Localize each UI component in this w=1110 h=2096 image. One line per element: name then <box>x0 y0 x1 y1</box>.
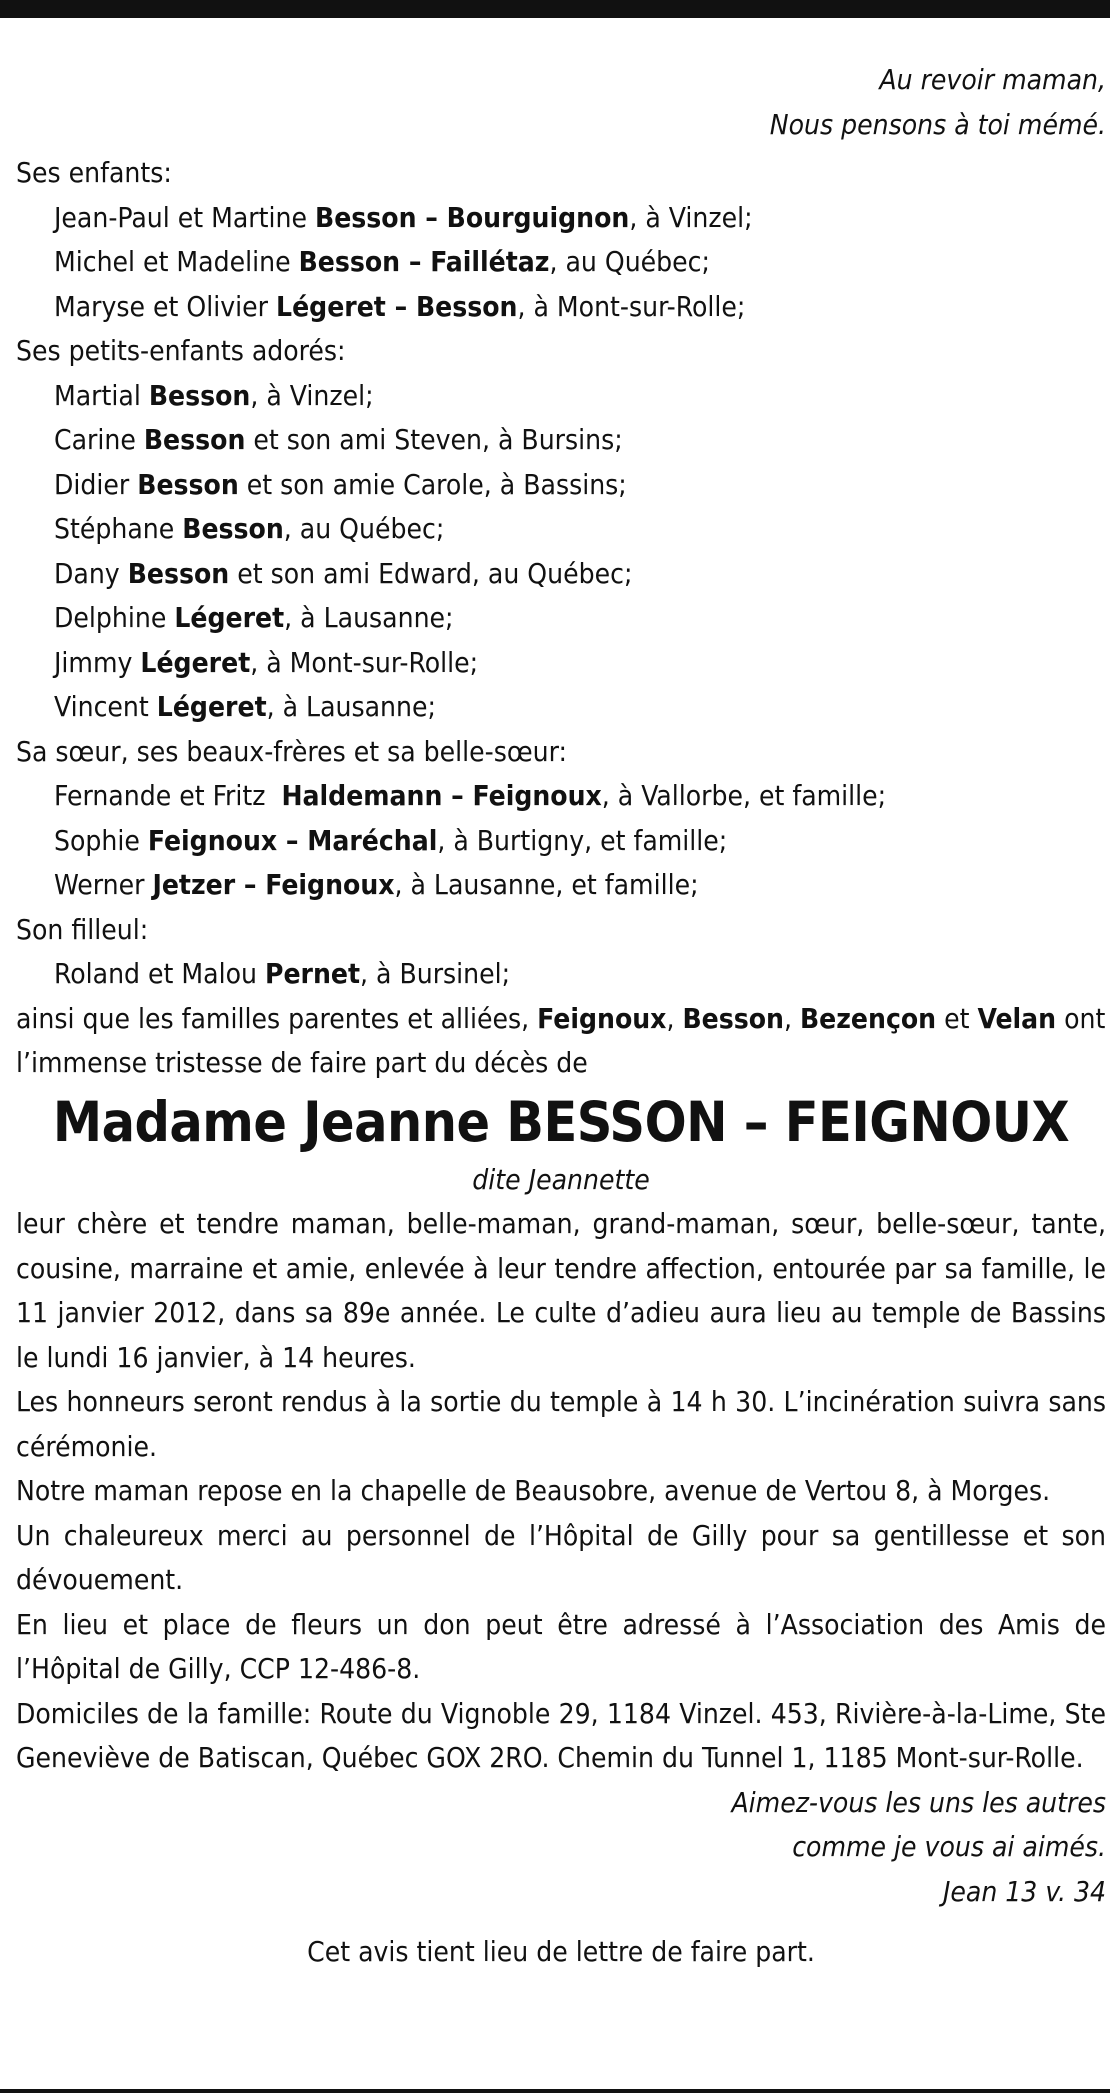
entry-surname: Haldemann – Feignoux <box>281 779 602 812</box>
entry-surname: Légeret <box>156 690 267 723</box>
entry-text: et son ami Edward, au Québec; <box>229 556 633 590</box>
families-text: ont l’immense tristesse de faire part du décès de <box>16 1001 1106 1079</box>
entry-text: , au Québec; <box>283 512 445 545</box>
families-text: ainsi que les familles parentes et alliées, <box>16 1001 538 1035</box>
entry-surname: Légeret <box>174 601 285 634</box>
entry-surname: Besson <box>143 423 246 456</box>
entry-surname: Besson – Bourguignon <box>315 200 630 234</box>
entry-text: , à Vinzel; <box>250 378 374 412</box>
body-paragraph: Les honneurs seront rendus à la sortie du temple à 14 h 30. L’incinération suivra sans cérémonie. <box>16 1385 1106 1463</box>
quote-source: Jean 13 v. 34 <box>942 1874 1106 1908</box>
entry-text: Dany <box>54 556 128 590</box>
family-entry <box>16 685 1106 730</box>
family-entry <box>16 552 1106 597</box>
entry-text: , à Mont-sur-Rolle; <box>517 289 746 323</box>
entry-text: , à Lausanne, et famille; <box>394 868 699 901</box>
section-heading-grandchildren: Ses petits-enfants adorés: <box>16 334 346 367</box>
entry-surname: Besson <box>137 467 239 501</box>
entry-surname: Jetzer – Feignoux <box>152 868 395 901</box>
family-entry <box>16 285 1106 330</box>
family-entry <box>16 641 1106 686</box>
entry-text: , à Burtigny, et famille; <box>437 823 728 857</box>
bottom-border-rule <box>0 2089 1110 2093</box>
entry-text: , à Vallorbe, et famille; <box>601 779 887 812</box>
deceased-name: Madame Jeanne BESSON – FEIGNOUX <box>52 1089 1070 1154</box>
quote-line: Aimez-vous les uns les autres <box>731 1785 1106 1819</box>
entry-text: Delphine <box>54 601 175 634</box>
family-surname: Velan <box>977 1001 1057 1035</box>
body-paragraph: En lieu et place de fleurs un don peut être adressé à l’Association des Amis de l’Hôpital de Gilly, CCP 12-486-8. <box>16 1607 1106 1685</box>
body-paragraph: Notre maman repose en la chapelle de Beausobre, avenue de Vertou 8, à Morges. <box>16 1474 1051 1507</box>
entry-text: Jean-Paul et Martine <box>54 200 315 234</box>
entry-surname: Légeret – Besson <box>276 289 518 323</box>
entry-text: Michel et Madeline <box>54 245 299 278</box>
entry-surname: Pernet <box>264 957 361 990</box>
body-paragraph: Domiciles de la famille: Route du Vignoble 29, 1184 Vinzel. 453, Rivière-à-la-Lime, Ste Geneviève de Batiscan, Québec GOX 2RO. Chemin du Tunnel 1, 1185 Mont-sur-Rolle. <box>16 1696 1106 1774</box>
entry-text: , à Vinzel; <box>629 200 753 234</box>
family-entry <box>16 774 1106 819</box>
entry-text: , à Bursinel; <box>360 957 511 990</box>
quote-line: comme je vous ai aimés. <box>792 1830 1106 1863</box>
entry-surname: Besson – Faillétaz <box>298 245 550 278</box>
section-heading-siblings: Sa sœur, ses beaux-frères et sa belle-sœur: <box>16 734 567 768</box>
entry-text: Jimmy <box>54 645 141 679</box>
entry-text: , à Lausanne; <box>266 690 436 723</box>
body-paragraph: leur chère et tendre maman, belle-maman, grand-maman, sœur, belle-sœur, tante, cousine, marraine et amie, enlevée à leur tendre affection, entourée par sa famille, le 11 janvier 2012, dans sa 89e année. Le culte d’adieu aura lieu au temple de Bassins le lundi 16 janvier, à 14 heures. <box>16 1207 1106 1374</box>
families-paragraph <box>16 997 1106 1086</box>
family-entry <box>16 596 1106 641</box>
entry-text: Stéphane <box>54 512 183 545</box>
entry-text: Martial <box>54 378 149 412</box>
entry-text: Vincent <box>54 690 157 723</box>
obituary-notice <box>16 58 1106 1975</box>
entry-surname: Légeret <box>140 645 251 679</box>
entry-text: , à Mont-sur-Rolle; <box>250 645 479 679</box>
epigraph-line: Nous pensons à toi mémé. <box>769 107 1106 141</box>
families-text: , <box>666 1001 683 1035</box>
entry-text: et son amie Carole, à Bassins; <box>238 467 627 501</box>
entry-text: Werner <box>54 868 153 901</box>
family-entry <box>16 240 1106 285</box>
family-surname: Feignoux <box>537 1001 667 1035</box>
entry-text: Carine <box>54 423 144 456</box>
families-text: , <box>783 1001 800 1035</box>
epigraph-line: Au revoir maman, <box>879 63 1106 96</box>
entry-surname: Besson <box>148 378 251 412</box>
family-entry <box>16 863 1106 908</box>
family-entry <box>16 463 1106 508</box>
family-entry <box>16 418 1106 463</box>
family-entry <box>16 374 1106 419</box>
top-border-rule <box>0 0 1110 18</box>
entry-text: , à Lausanne; <box>284 601 454 634</box>
body-paragraph: Un chaleureux merci au personnel de l’Hôpital de Gilly pour sa gentillesse et son dévouement. <box>16 1518 1106 1596</box>
entry-text: , au Québec; <box>549 245 711 278</box>
entry-surname: Besson <box>127 556 230 590</box>
family-entry <box>16 196 1106 241</box>
section-heading-godson: Son filleul: <box>16 912 149 946</box>
family-surname: Bezençon <box>799 1001 937 1035</box>
entry-surname: Feignoux – Maréchal <box>147 823 438 857</box>
entry-text: Fernande et Fritz <box>54 779 282 812</box>
family-entry <box>16 952 1106 997</box>
footer-note: Cet avis tient lieu de lettre de faire part. <box>307 1935 815 1968</box>
family-entry <box>16 507 1106 552</box>
family-surname: Besson <box>682 1001 784 1035</box>
entry-text: Roland et Malou <box>54 957 265 990</box>
entry-surname: Besson <box>182 512 284 545</box>
section-heading-children: Ses enfants: <box>16 156 172 189</box>
entry-text: Maryse et Olivier <box>54 289 277 323</box>
families-text: et <box>936 1001 978 1035</box>
entry-text: Sophie <box>54 823 148 857</box>
entry-text: et son ami Steven, à Bursins; <box>245 423 623 456</box>
family-entry <box>16 819 1106 864</box>
entry-text: Didier <box>54 467 138 501</box>
deceased-nickname: dite Jeannette <box>472 1162 650 1196</box>
